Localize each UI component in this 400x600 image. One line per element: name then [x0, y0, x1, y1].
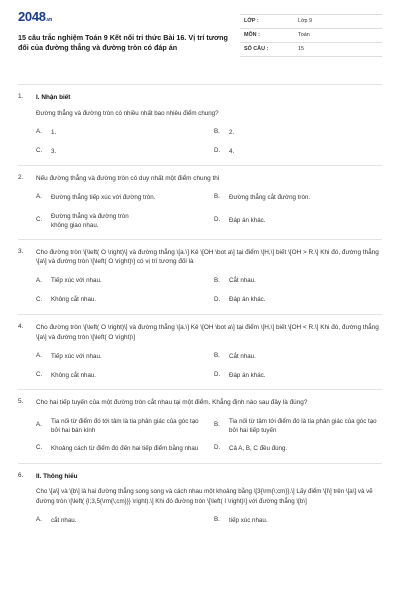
question-number: 5.	[18, 398, 24, 406]
option-text: Tiếp xúc với nhau.	[51, 277, 102, 285]
option-key: A.	[36, 421, 42, 429]
option-key: B.	[214, 351, 220, 359]
option-d[interactable]	[214, 444, 382, 454]
question-text: Cho đường tròn \[\left( O \right)\] và đường thẳng \[a.\] Kẻ \[OH \bot a\] tại điểm \[H,\] biết \[OH > R.\] Khi đó, đường thẳng \[a\] và đường tròn \[\left( O \right)\] có vị trí tương đối là	[36, 248, 379, 266]
option-key: A.	[36, 516, 42, 524]
site-logo[interactable]	[18, 10, 236, 27]
question-6	[18, 463, 382, 535]
option-key: D.	[214, 295, 221, 303]
option-text: Tia nối từ điểm đó tới tâm là tia phân giác của góc tạo bởi hai bán kính	[51, 417, 199, 434]
meta-label: MÔN :	[244, 31, 260, 38]
option-key: D.	[214, 444, 221, 452]
options	[36, 516, 382, 535]
option-key: D.	[214, 370, 221, 378]
option-key: C.	[36, 216, 43, 224]
option-key: D.	[214, 146, 221, 154]
section-heading: I. Nhận biết	[36, 94, 71, 101]
option-c[interactable]	[36, 212, 204, 230]
question-number: 3.	[18, 247, 24, 255]
option-text: Đáp án khác.	[229, 296, 266, 304]
option-key: C.	[36, 444, 43, 452]
option-key: B.	[214, 421, 220, 429]
option-text: 3.	[51, 147, 57, 155]
meta-row-count	[240, 43, 382, 57]
question-text: Đường thẳng và đường tròn có nhiều nhất bao nhiêu điểm chung?	[36, 109, 219, 117]
option-text: Đường thẳng và đường tròn không giao nhau.	[51, 212, 129, 229]
options	[36, 276, 382, 314]
document-title: 15 câu trắc nghiệm Toán 9 Kết nối tri thức Bài 16. Vị trí tương đối của đường thẳng và đường tròn có đáp án	[18, 33, 228, 52]
question-number: 2.	[18, 174, 24, 182]
meta-value: Lớp 9	[298, 17, 313, 24]
option-text: Đường thẳng cắt đường tròn.	[229, 194, 311, 202]
option-b[interactable]	[214, 516, 382, 526]
option-text: Không cắt nhau.	[51, 296, 97, 304]
meta-value: Toán	[298, 31, 310, 38]
option-b[interactable]	[214, 417, 382, 435]
option-key: B.	[214, 276, 220, 284]
section-heading: II. Thông hiểu	[36, 472, 78, 480]
option-text: Tiếp xúc với nhau.	[51, 352, 102, 360]
meta-row-class	[240, 15, 382, 29]
option-key: A.	[36, 351, 42, 359]
option-a[interactable]	[36, 127, 204, 137]
option-c[interactable]	[36, 146, 204, 156]
meta-value: 15	[298, 45, 304, 52]
option-text: Đáp án khác.	[229, 217, 266, 225]
question-list	[18, 84, 382, 535]
option-text: Đường thẳng tiếp xúc với đường tròn.	[51, 194, 156, 202]
option-text: cắt nhau.	[51, 517, 77, 525]
option-a[interactable]	[36, 351, 204, 361]
option-d[interactable]	[214, 295, 382, 305]
question-number: 6.	[18, 471, 24, 479]
option-d[interactable]	[214, 212, 382, 230]
option-c[interactable]	[36, 370, 204, 380]
options	[36, 127, 382, 165]
option-key: C.	[36, 370, 43, 378]
option-text: Khoảng cách từ điểm đó đến hai tiếp điểm bằng nhau	[51, 445, 199, 453]
question-text: Nếu đường thẳng và đường tròn có duy nhất một điểm chung thì	[36, 175, 220, 183]
header-left	[18, 10, 236, 68]
question-number: 1.	[18, 93, 24, 100]
option-key: A.	[36, 193, 42, 201]
option-c[interactable]	[36, 295, 204, 305]
option-b[interactable]	[214, 193, 382, 203]
meta-table	[240, 14, 382, 68]
meta-row-subject	[240, 29, 382, 43]
option-text: Cắt nhau.	[229, 277, 256, 285]
question-3	[18, 239, 382, 314]
option-text: Tia nối từ tâm tới điểm đó là tia phân giác của góc tạo bởi hai tiếp tuyến	[229, 417, 377, 434]
option-text: 1.	[51, 128, 57, 136]
logo-suffix: .vn	[45, 17, 53, 23]
option-key: C.	[36, 295, 43, 303]
option-text: Đáp án khác.	[229, 371, 266, 379]
option-a[interactable]	[36, 276, 204, 286]
question-1	[18, 84, 382, 165]
option-text: tiếp xúc nhau.	[229, 517, 268, 525]
option-b[interactable]	[214, 351, 382, 361]
option-key: A.	[36, 276, 42, 284]
options	[36, 193, 382, 239]
question-number: 4.	[18, 322, 24, 330]
page-header	[18, 10, 382, 68]
question-text: Cho đường tròn \[\left( O \right)\] và đường thẳng \[a.\] Kẻ \[OH \bot a\] tại điểm \[H,\] biết \[OH < R.\] Khi đó, đường thẳng \[a\] và đường tròn \[\left( O \right)\]	[36, 323, 379, 341]
meta-label: SỐ CÂU :	[244, 45, 269, 52]
option-c[interactable]	[36, 444, 204, 454]
option-key: A.	[36, 127, 42, 135]
question-text: Cho \[a\] và \[b\] là hai đường thẳng song song và cách nhau một khoảng bằng \[3{\rm{\;cm}}.\] Lấy điểm \[I\] trên \[a\] và vẽ đường tròn \[\left( {I;3,5{\rm{\;cm}}} \right).\] Khi đó đường tròn \[\left( I \right)\] với đường thẳng \[b\]	[36, 488, 373, 505]
option-text: 4.	[229, 147, 235, 155]
option-key: D.	[214, 216, 221, 224]
option-d[interactable]	[214, 370, 382, 380]
option-text: Không cắt nhau.	[51, 371, 97, 379]
option-b[interactable]	[214, 127, 382, 137]
option-a[interactable]	[36, 417, 204, 435]
option-d[interactable]	[214, 146, 382, 156]
option-text: Cả A, B, C đều đúng.	[229, 445, 288, 453]
option-key: B.	[214, 127, 220, 135]
meta-label: LỚP :	[244, 17, 259, 24]
option-text: Cắt nhau.	[229, 352, 256, 360]
logo-main: 2048	[18, 9, 46, 24]
question-5	[18, 389, 382, 463]
options	[36, 351, 382, 389]
question-text: Cho hai tiếp tuyến của một đường tròn cắt nhau tại một điểm. Khẳng định nào sau đây là đúng?	[36, 399, 308, 407]
option-text: 2.	[229, 128, 235, 136]
option-a[interactable]	[36, 516, 204, 526]
options	[36, 417, 382, 463]
question-2	[18, 165, 382, 239]
option-key: C.	[36, 146, 43, 154]
option-b[interactable]	[214, 276, 382, 286]
question-4	[18, 314, 382, 389]
option-key: B.	[214, 193, 220, 201]
option-key: B.	[214, 516, 220, 524]
option-a[interactable]	[36, 193, 204, 203]
